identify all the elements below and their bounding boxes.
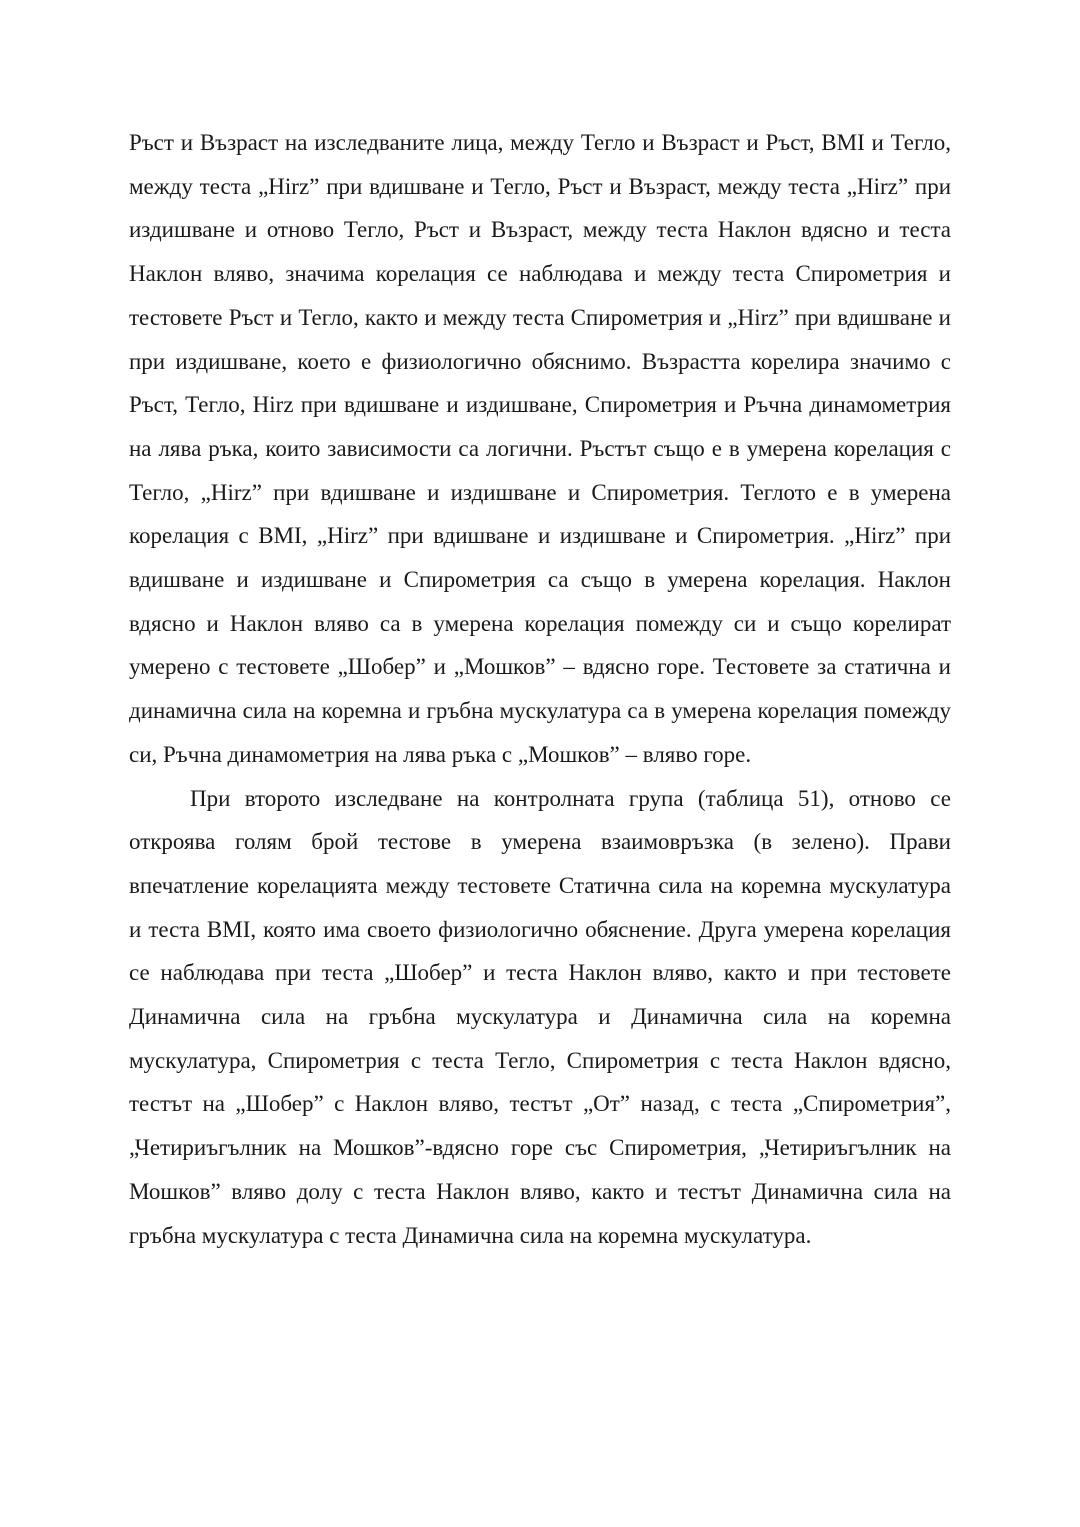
body-text bbox=[129, 121, 951, 1257]
paragraph-2: При второто изследване на контролната група (таблица 51), отново се откроява голям брой тестове в умерена взаимовръзка (в зелено). Прави впечатление корелацията между тестовете Статична сила на коремна мускулатура и теста BMI, която има своето физиологично обяснение. Друга умерена корелация се наблюдава при теста „Шобер” и теста Наклон вляво, както и при тестовете Динамична сила на гръбна мускулатура и Динамична сила на коремна мускулатура, Спирометрия с теста Тегло, Спирометрия с теста Наклон вдясно, тестът на „Шобер” с Наклон вляво, тестът „От” назад, с теста „Спирометрия”, „Четириъгълник на Мошков”-вдясно горе със Спирометрия, „Четириъгълник на Мошков” вляво долу с теста Наклон вляво, както и тестът Динамична сила на гръбна мускулатура с теста Динамична сила на коремна мускулатура. bbox=[129, 785, 951, 1248]
paragraph-1: Ръст и Възраст на изследваните лица, между Тегло и Възраст и Ръст, BMI и Тегло, между теста „Hirz” при вдишване и Тегло, Ръст и Възраст, между теста „Hirz” при издишване и отново Тегло, Ръст и Възраст, между теста Наклон вдясно и теста Наклон вляво, значима корелация се наблюдава и между теста Спирометрия и тестовете Ръст и Тегло, както и между теста Спирометрия и „Hirz” при вдишване и при издишване, което е физиологично обяснимо. Възрастта корелира значимо с Ръст, Тегло, Hirz при вдишване и издишване, Спирометрия и Ръчна динамометрия на лява ръка, които зависимости са логични. Ръстът също е в умерена корелация с Тегло, „Hirz” при вдишване и издишване и Спирометрия. Теглото е в умерена корелация с BMI, „Hirz” при вдишване и издишване и Спирометрия. „Hirz” при вдишване и издишване и Спирометрия са също в умерена корелация. Наклон вдясно и Наклон вляво са в умерена корелация помежду си и също корелират умерено с тестовете „Шобер” и „Мошков” – вдясно горе. Тестовете за статична и динамична сила на коремна и гръбна мускулатура са в умерена корелация помежду си, Ръчна динамометрия на лява ръка с „Мошков” – вляво горе. bbox=[129, 130, 951, 767]
